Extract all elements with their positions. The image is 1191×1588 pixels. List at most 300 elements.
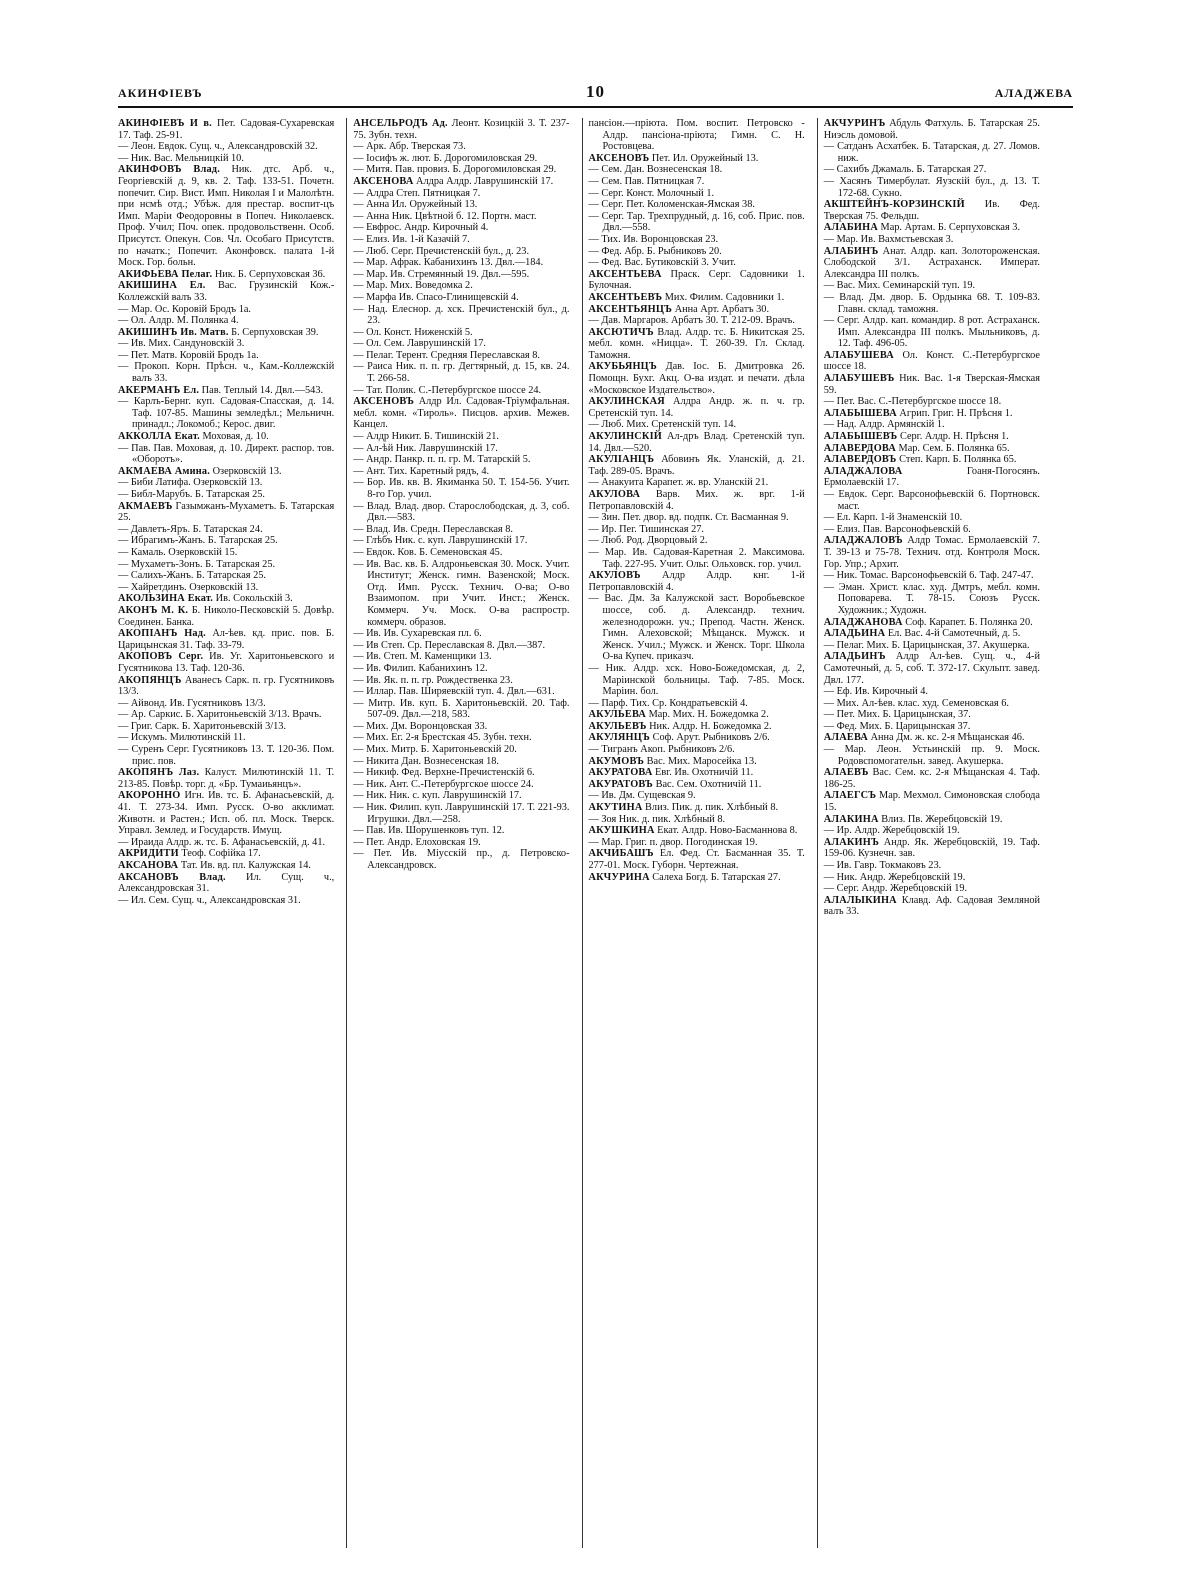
directory-entry	[589, 269, 805, 292]
entry-details: — Влад. Дм. двор. Б. Ордынка 68. Т. 109-83. Главн. склад. таможня.	[823, 291, 1040, 315]
entry-details: — Мих. Ал-ѣев. клас. худ. Семеновская 6.	[823, 697, 1009, 709]
directory-entry	[824, 883, 1040, 895]
directory-entry	[353, 790, 569, 802]
entry-details: — Салихъ-Жанъ. Б. Татарская 25.	[118, 570, 266, 582]
directory-entry	[824, 408, 1040, 420]
entry-details: Леонт. Козицкій 3. Т. 237-75. Зубн. техн.	[353, 118, 570, 141]
entry-details: Ив. Фед. Тверская 75. Фельдш.	[823, 199, 1040, 222]
entry-details: — Марфа Ив. Спасо-Глинищевскій 4.	[353, 291, 519, 303]
directory-entry	[589, 176, 805, 188]
directory-entry	[589, 477, 805, 489]
entry-details: Варв. Мих. ж. врг. 1-й Петропавловскій 4.	[588, 489, 805, 512]
directory-entry	[118, 501, 334, 524]
entry-details: — Андр. Панкр. п. п. гр. М. Татарскій 5.	[353, 454, 531, 466]
directory-entry	[589, 814, 805, 826]
entry-details: Вас. Грузинскій Кож.-Коллежскій валъ 33.	[118, 280, 335, 303]
directory-entry	[824, 651, 1040, 686]
directory-entry	[353, 466, 569, 478]
entry-details: Влиз. Пв. Жеребцовскій 19.	[878, 813, 1003, 825]
entry-surname: АЛАКИНЪ	[823, 836, 880, 848]
directory-entry	[353, 663, 569, 675]
entry-details: — Ив. Дм. Сущевская 9.	[588, 790, 696, 802]
directory-entry	[589, 547, 805, 570]
entry-details: Теоф. Софійка 17.	[178, 848, 261, 860]
entry-details: Влиз. Пик. д. пик. Хлѣбный 8.	[642, 802, 779, 814]
entry-surname: АКУЛІАНЦЪ	[588, 454, 655, 466]
entry-details: Ник. Вас. 1-я Тверская-Ямская 59.	[823, 373, 1040, 396]
directory-entry	[118, 860, 334, 872]
entry-details: — Ираида Алдр. ж. тс. Б. Афанасьевскій, д. 41.	[118, 836, 326, 848]
entry-details: — Ал-ѣй Ник. Лаврушинскій 17.	[353, 442, 498, 454]
entry-details: — Серг. Тар. Трехпрудный, д. 16, соб. Прис. пов. Двл.—558.	[588, 210, 805, 234]
entry-details: Абовинъ Як. Уланскій, д. 21. Таф. 289-05. Врачъ.	[588, 454, 805, 477]
entry-details: — Хасянъ Тимербулат. Яузскій бул., д. 13. Т. 172-68. Сукно.	[823, 175, 1040, 199]
entry-details: пансіон.—пріюта. Пом. воспит. Петровско - Алдр. пансіона-пріюта; Гимн. С. Н. Ростовцева.	[588, 118, 805, 153]
entry-details: — Евдок. Серг. Варсонофьевскій 6. Портновск. маст.	[823, 489, 1040, 512]
directory-entry	[589, 489, 805, 512]
directory-entry	[589, 292, 805, 304]
entry-surname: АЛАДЬИНЪ	[823, 651, 886, 663]
directory-entry	[118, 141, 334, 153]
entry-details: Ник. дтс. Арб. ч., Георгіевскій д. 9, кв. 2. Таф. 133-51. Почетн. попечит. Сир. Вист. Имп. Николая I и Малолѣтн. при нсмѣ отд.; Убѣж. для престар. воспит-цъ Имп. Маріи Феодоровны в Попеч. Николаевск. Проф. Учил; Поч. опек. продовольственн. Особ. Присутст. Опекун. Сов. Чл. Особаго Присутств. по начатк.; Попечит. Аконфовск. палата 1-й Моск. Гор. больн.	[118, 164, 335, 269]
entry-details: — Елиз. Пав. Варсонофьевскій 6.	[823, 523, 971, 535]
entry-surname: АКУРАТОВА	[588, 767, 653, 779]
entry-details: — Елиз. Ив. 1-й Казачій 7.	[353, 233, 470, 245]
entry-details: — Пет. Матв. Коровій Бродъ 1а.	[118, 349, 259, 361]
entry-details: — Ив. Степ. М. Каменщики 13.	[353, 651, 492, 663]
directory-entry	[118, 709, 334, 721]
entry-details: — Карлъ-Бернг. куп. Садовая-Спасская, д. 14. Таф. 107-85. Машины земледѣл.; Мельничн. принадл.; Локомоб.; Керос. двиг.	[118, 396, 335, 431]
directory-entry	[824, 582, 1040, 617]
page-header	[118, 84, 1073, 108]
entry-details: — Анна Ник. Цвѣтной б. 12. Портн. маст.	[353, 210, 537, 222]
entry-details: — Мар. Леон. Устьинскій пр. 9. Моск. Родовспомогательн. завед. Акушерка.	[823, 744, 1040, 767]
directory-entry	[118, 744, 334, 767]
entry-details: — Серг. Андр. Жеребцовскій 19.	[823, 883, 968, 895]
directory-entry	[824, 535, 1040, 570]
directory-entry	[589, 721, 805, 733]
directory-entry	[118, 570, 334, 582]
directory-entry	[353, 837, 569, 849]
directory-entry	[824, 466, 1040, 489]
directory-entry	[824, 419, 1040, 431]
directory-entry	[118, 385, 334, 397]
column-3	[582, 118, 805, 1548]
page-number: 10	[586, 82, 605, 101]
directory-entry	[118, 327, 334, 339]
directory-entry	[353, 176, 569, 188]
entry-details: Игн. Ив. тс. Б. Афанасьевскій, д. 41. Т. 273-34. Имп. Русск. О-во акклимат. Животн. и Растен.; Исп. об. пл. Моск. Тверск. Управл. Землед. и Государств. Имущ.	[118, 790, 335, 837]
directory-entry	[824, 860, 1040, 872]
entry-details: — Пелаг. Терент. Средняя Переславская 8.	[353, 349, 540, 361]
entry-details: — Ник. Андр. Жеребцовскій 19.	[823, 871, 966, 883]
directory-entry	[118, 872, 334, 895]
entry-surname: АКСАНОВЪ Влад.	[118, 871, 226, 883]
entry-details: — Фед. Мих. Б. Царицынская 37.	[823, 720, 971, 732]
entry-details: — Ир. Пег. Тишинская 27.	[588, 523, 704, 535]
entry-details: — Ив Степ. Ср. Переславская 8. Двл.—387.	[353, 639, 546, 651]
directory-entry	[824, 246, 1040, 281]
directory-entry	[118, 651, 334, 674]
entry-details: Степ. Карп. Б. Полянка 65.	[896, 454, 1017, 466]
directory-entry	[118, 431, 334, 443]
entry-details: Пет. Ил. Оружейный 13.	[649, 152, 759, 164]
directory-entry	[824, 698, 1040, 710]
entry-details: Алдр Томас. Ермолаевскій 7. Т. 39-13 и 75-78. Технич. отд. Контроля Моск. Гор. Упр.; Архит.	[823, 535, 1040, 570]
entry-surname: АКУЛИНСКАЯ	[588, 396, 665, 408]
directory-entry	[824, 512, 1040, 524]
directory-entry	[589, 790, 805, 802]
entry-surname: АЛАКИНА	[823, 813, 879, 825]
entry-details: — Ар. Саркис. Б. Харитоньевскій 3/13. Врачъ.	[118, 709, 322, 721]
directory-entry	[589, 570, 805, 593]
entry-details: — Мих. Митр. Б. Харитоньевскій 20.	[353, 744, 517, 756]
directory-entry	[353, 501, 569, 524]
entry-details: — Ил. Сем. Сущ. ч., Александровская 31.	[118, 894, 301, 906]
entry-surname: АКИФЬЕВА Пелаг.	[118, 268, 213, 280]
entry-details: Анна Арт. Арбатъ 30.	[672, 303, 770, 315]
entry-surname: АКСЮТИЧЪ	[588, 326, 654, 338]
entry-details: — Сахибъ Джамаль. Б. Татарская 27.	[823, 164, 987, 176]
entry-details: — Библ-Марубъ. Б. Татарская 25.	[118, 489, 265, 500]
directory-entry	[118, 675, 334, 698]
entry-details: Абдуль Фатхуль. Б. Татарская 25. Ниэсль домовой.	[823, 118, 1040, 141]
entry-details: Б. Серпуховская 39.	[228, 326, 319, 338]
entry-details: — Митр. Ив. куп. Б. Харитоньевскій. 20. Таф. 507-09. Двл.—218, 583.	[353, 697, 570, 721]
entry-surname: АЛАВЕРДОВЪ	[823, 454, 897, 466]
directory-entry	[353, 779, 569, 791]
directory-entry	[353, 234, 569, 246]
directory-entry	[589, 848, 805, 871]
entry-details: — Сатданъ Асхатбек. Б. Татарская, д. 27. Ломов. ниж.	[823, 141, 1040, 164]
entry-details: — Суренъ Серг. Гусятниковъ 13. Т. 120-36. Пом. прис. пов.	[118, 744, 335, 767]
entry-surname: АЛАБЫШЕВА	[823, 407, 897, 419]
entry-details: — Сем. Пав. Пятницкая 7.	[588, 175, 705, 187]
directory-entry	[589, 535, 805, 547]
directory-entry	[353, 524, 569, 536]
entry-details: Ник. Алдр. Н. Божедомка 2.	[646, 720, 772, 732]
entry-details: — Искумъ. Милютинскій 11.	[118, 732, 246, 744]
entry-details: Мих. Филим. Садовники 1.	[662, 291, 785, 303]
directory-entry	[353, 477, 569, 500]
entry-details: Ел. Вас. 4-й Самотечный, д. 5.	[885, 628, 1021, 640]
entry-details: — Камаль. Озерковскій 15.	[118, 546, 238, 558]
directory-entry	[118, 443, 334, 466]
entry-surname: АКСЕНТЬЯНЦЪ	[588, 303, 673, 315]
entry-details: — Зин. Пет. двор. вд. подпк. Ст. Васманная 9.	[588, 512, 789, 524]
directory-entry	[353, 396, 569, 431]
directory-entry	[118, 593, 334, 605]
entry-details: — Митя. Пав. провиз. Б. Дорогомиловская 29.	[353, 164, 557, 176]
entry-details: — Вас. Дм. За Калужской заст. Воробьевское шоссе, соб. д. Александр. технич. железнодорожн. уч.; Препод. Частн. Женск. Гимн. Алеховской; Мѣщанск. Мужск. и Женск. Учил.; Мужск. и Женск. Торг. Школа О-ва Купеч. приказч.	[588, 593, 805, 663]
directory-entry	[824, 524, 1040, 536]
directory-entry	[824, 814, 1040, 826]
directory-entry	[824, 617, 1040, 629]
directory-entry	[824, 709, 1040, 721]
directory-entry	[589, 593, 805, 663]
entry-details: Анат. Алдр. кап. Золотороженская. Слободской 3/1. Астраханск. Императ. Александра III полкъ.	[823, 245, 1040, 280]
entry-details: — Мар. Ос. Коровій Бродъ 1а.	[118, 303, 251, 315]
header-left-word: АКИНФІЕВЪ	[118, 86, 203, 100]
directory-entry	[118, 338, 334, 350]
entry-details: — Эман. Христ. клас. худ. Дмтръ, мебл. комн. Поповарева. Т. 78-15. Союзъ Русск. Художник.; Художн.	[823, 581, 1040, 616]
entry-details: — Никиф. Фед. Верхне-Пречистенскій 6.	[353, 767, 535, 779]
entry-details: — Пет. Мих. Б. Царицынская, 37.	[823, 709, 971, 721]
entry-details: — Над. Алдр. Армянскій 1.	[823, 419, 945, 431]
entry-details: — Мар. Ив. Вахмстьевская 3.	[823, 233, 954, 245]
directory-entry	[589, 188, 805, 200]
directory-entry	[118, 559, 334, 571]
entry-details: — Мар. Ив. Садовая-Каретная 2. Максимова. Таф. 227-95. Учит. Ольг. Ольховск. гор. учил.	[588, 546, 805, 570]
directory-entry	[118, 477, 334, 489]
entry-details: Андр. Як. Жеребцовскій, 19. Таф. 159-06. Кузнечн. зав.	[823, 836, 1040, 860]
entry-details: Салеха Богд. Б. Татарская 27.	[649, 871, 781, 883]
directory-entry	[118, 790, 334, 836]
entry-details: Пав. Теплый 14. Двл.—543.	[199, 384, 324, 396]
directory-entry	[353, 257, 569, 269]
column-1	[118, 118, 334, 1548]
directory-entry	[589, 396, 805, 419]
directory-entry	[118, 732, 334, 744]
entry-details: Вас. Мих. Маросейка 13.	[644, 755, 757, 767]
entry-details: Ив. Уг. Харитоньевского и Гусятникова 13. Таф. 120-36.	[118, 651, 335, 674]
entry-surname: АЛАДЖАЛОВА	[823, 465, 903, 477]
entry-surname: АКУЛЯНЦЪ	[588, 732, 651, 744]
directory-entry	[353, 628, 569, 640]
entry-surname: АКУБЬЯНЦЪ	[588, 361, 657, 373]
entry-surname: АКЧИБАШЪ	[588, 848, 654, 860]
directory-entry	[589, 767, 805, 779]
directory-entry	[118, 269, 334, 281]
entry-details: Моховая, д. 10.	[199, 431, 269, 443]
entry-details: Алдра Алдр. Лаврушинскій 17.	[413, 175, 554, 187]
entry-surname: АКСЕНОВЪ	[588, 152, 650, 164]
entry-surname: АЛАЕВА	[823, 732, 869, 744]
entry-details: Алдра Андр. ж. п. ч. гр. Сретенскій туп. 14.	[588, 396, 805, 419]
entry-details: — Фед. Абр. Б. Рыбниковъ 20.	[588, 245, 722, 257]
entry-surname: АКОПОВЪ Серг.	[118, 651, 204, 663]
entry-details: — Ир. Алдр. Жеребцовскій 19.	[823, 825, 960, 837]
directory-entry	[118, 164, 334, 268]
entry-details: — Влад. Влад. двор. Старослободская, д. 3, соб. Двл.—583.	[353, 500, 570, 524]
directory-entry	[353, 199, 569, 211]
directory-entry	[589, 732, 805, 744]
entry-details: — Алдра Степ. Пятницкая 7.	[353, 187, 481, 199]
directory-entry	[353, 431, 569, 443]
directory-entry	[824, 872, 1040, 884]
directory-entry	[353, 443, 569, 455]
entry-details: Евг. Ив. Охотничій 11.	[652, 767, 754, 779]
directory-entry	[824, 489, 1040, 512]
entry-details: Агрип. Григ. Н. Прѣсня 1.	[896, 407, 1013, 419]
directory-entry	[118, 698, 334, 710]
entry-details: — Ив. Ив. Сухаревская пл. 6.	[353, 628, 482, 640]
directory-entry	[589, 663, 805, 698]
directory-entry	[353, 304, 569, 327]
entry-details: Б. Николо-Песковскій 5. Довѣр. Соединен. Банка.	[118, 604, 335, 628]
entry-details: — Пет. Андр. Елоховская 19.	[353, 836, 481, 848]
entry-surname: АКУТИНА	[588, 802, 643, 814]
directory-entry	[589, 211, 805, 234]
directory-entry	[824, 570, 1040, 582]
directory-entry	[824, 732, 1040, 744]
entry-details: Мар. Мих. Н. Божедомка 2.	[646, 709, 769, 721]
entry-surname: АКУЛОВА	[588, 489, 641, 500]
directory-entry	[589, 825, 805, 837]
entry-surname: АКУШКИНА	[588, 825, 655, 837]
directory-entry	[353, 188, 569, 200]
entry-details: — Мухаметъ-Зонъ. Б. Татарская 25.	[118, 558, 276, 570]
entry-surname: АЛАБИНЪ	[823, 245, 879, 257]
directory-entry	[824, 837, 1040, 860]
entry-details: — Ол. Алдр. М. Полянка 4.	[118, 315, 239, 327]
header-right-word: АЛАДЖЕВА	[994, 86, 1073, 100]
entry-details: — Ник. Ник. с. куп. Лаврушинскій 17.	[353, 790, 522, 802]
entry-details: — Тих. Ив. Воронцовская 23.	[588, 233, 719, 245]
directory-entry	[353, 292, 569, 304]
entry-details: Анна Дм. ж. кс. 2-я Мѣщанская 46.	[868, 732, 1025, 744]
directory-entry	[353, 675, 569, 687]
entry-details: — Влад. Ив. Средн. Переславская 8.	[353, 523, 513, 535]
entry-details: Мар. Сем. Б. Полянка 65.	[895, 442, 1010, 454]
directory-entry	[353, 698, 569, 721]
entry-details: Мар. Мехмол. Симоновская слобода 15.	[823, 790, 1040, 814]
directory-entry	[118, 582, 334, 594]
entry-details: — Над. Елеснор. д. хск. Пречистенскій бул., д. 23.	[353, 303, 570, 327]
entry-details: — Мар. Афрак. Кабанихинъ 13. Двл.—184.	[353, 257, 544, 269]
entry-details: — Давлетъ-Яръ. Б. Татарская 24.	[118, 523, 263, 535]
directory-entry	[589, 304, 805, 316]
entry-details: — Ив. Филип. Кабанихинъ 12.	[353, 662, 488, 674]
directory-entry	[118, 489, 334, 501]
entry-details: — Вас. Мих. Семинарскій туп. 19.	[823, 280, 976, 292]
entry-details: — Мар. Ив. Стремянный 19. Двл.—595.	[353, 268, 530, 280]
entry-surname: АКЧУРИНЪ	[823, 118, 886, 129]
directory-entry	[353, 118, 569, 141]
entry-details: — Ол. Сем. Лаврушинскій 17.	[353, 338, 486, 350]
entry-details: — Ник. Вас. Мельницкій 10.	[118, 152, 244, 164]
entry-surname: АЛАЕГСЪ	[823, 790, 877, 802]
entry-details: — Ив. Як. п. п. гр. Рождественка 23.	[353, 674, 513, 686]
entry-details: — Григ. Сарк. Б. Харитоньевскій 3/13.	[118, 720, 286, 732]
entry-surname: АКСЕНТЬЕВЪ	[588, 291, 663, 303]
entry-details: — Айвонд. Ив. Гусятниковъ 13/3.	[118, 697, 266, 709]
entry-details: — Люб. Мих. Сретенскій туп. 14.	[588, 419, 737, 431]
directory-entry	[353, 350, 569, 362]
entry-surname: АЛАБУШЕВЪ	[823, 373, 895, 385]
directory-entry	[589, 246, 805, 258]
directory-entry	[824, 790, 1040, 813]
entry-details: — Хайретдинъ. Озерковскій 13.	[118, 581, 259, 593]
directory-entry	[589, 779, 805, 791]
directory-entry	[353, 246, 569, 258]
entry-details: — Еф. Ив. Кирочный 4.	[823, 686, 929, 698]
entry-details: Газымжанъ-Мухаметъ. Б. Татарская 25.	[118, 500, 335, 524]
directory-entry	[824, 825, 1040, 837]
directory-entry	[589, 199, 805, 211]
entry-surname: АКРИДИТИ	[118, 848, 179, 860]
directory-entry	[353, 141, 569, 153]
entry-details: — Евдок. Ков. Б. Семеновская 45.	[353, 546, 503, 558]
entry-details: — Ант. Тих. Каретный рядъ, 4.	[353, 465, 490, 477]
entry-surname: АЛАБЫШЕВЪ	[823, 431, 898, 443]
entry-surname: АКЧУРИНА	[588, 871, 650, 883]
directory-entry	[589, 234, 805, 246]
directory-entry	[824, 164, 1040, 176]
directory-entry	[118, 895, 334, 907]
entry-details: — Ол. Конст. Ниженскій 5.	[353, 326, 473, 338]
entry-details: — Ел. Карп. 1-й Знаменскій 10.	[823, 512, 963, 524]
directory-entry	[824, 118, 1040, 141]
directory-entry	[824, 373, 1040, 396]
directory-entry	[118, 118, 334, 141]
entry-details: Ал-ѣев. кд. прис. пов. Б. Царицынская 31. Таф. 33-79.	[118, 628, 335, 651]
directory-entry	[824, 744, 1040, 767]
directory-entry	[118, 721, 334, 733]
directory-entry	[118, 848, 334, 860]
directory-entry	[118, 350, 334, 362]
entry-surname: АКСАНОВА	[118, 860, 179, 871]
entry-details: — Ив. Мих. Сандуновскій 3.	[118, 338, 245, 350]
entry-details: — Ник. Филип. куп. Лаврушинскій 17. Т. 221-93. Игрушки. Двл.—258.	[353, 802, 570, 825]
directory-entry	[589, 419, 805, 431]
entry-surname: АКОПІАНЪ Над.	[118, 628, 206, 640]
directory-entry	[589, 431, 805, 454]
directory-entry	[353, 732, 569, 744]
entry-details: — Люб. Род. Дворцовый 2.	[588, 535, 708, 547]
directory-entry	[589, 837, 805, 849]
entry-surname: АЛАЕВЪ	[823, 767, 869, 779]
entry-surname: АКМАЕВЪ	[118, 500, 173, 512]
entry-details: — Ив. Гавр. Токмаковъ 23.	[823, 860, 942, 871]
entry-surname: АКОПЯНЪ Лаз.	[118, 767, 200, 779]
entry-details: — Арк. Абр. Тверская 73.	[353, 141, 466, 153]
directory-entry	[353, 327, 569, 339]
entry-details: Дав. Іос. Б. Дмитровка 26. Помощн. Бухг. Акц. О-ва издат. и печати. дѣла «Московское Издательство».	[588, 361, 805, 396]
entry-surname: АНСЕЛЬРОДЪ Ад.	[353, 118, 448, 129]
directory-entry	[824, 350, 1040, 373]
entry-surname: АЛАВЕРДОВА	[823, 442, 896, 454]
entry-details: Ив. Сокольскій 3.	[213, 593, 293, 605]
directory-entry	[353, 848, 569, 871]
directory-entry	[118, 535, 334, 547]
entry-surname: АКИНФОВЪ Влад.	[118, 164, 220, 176]
entry-details: Влад. Алдр. тс. Б. Никитская 25. мебл. комн. «Ницца». Т. 260-39. Гл. Склад. Таможня.	[588, 326, 805, 361]
directory-entry	[824, 443, 1040, 455]
entry-details: — Пелаг. Мих. Б. Царицынская, 37. Акушерка.	[823, 639, 1030, 651]
directory-entry	[824, 315, 1040, 350]
entry-details: Калуст. Милютинскій 11. Т. 213-85. Повѣр. торг. д. «Бр. Тумаиьянцъ».	[118, 767, 335, 790]
entry-surname: АКУМОВЪ	[588, 755, 645, 767]
entry-details: Пет. Садовая-Сухаревская 17. Таф. 25-91.	[118, 118, 335, 141]
directory-entry	[824, 640, 1040, 652]
directory-entry	[589, 756, 805, 768]
directory-entry	[824, 431, 1040, 443]
entry-details: — Ник. Алдр. хск. Ново-Божедомская, д. 2, Маріинской больницы. Таф. 7-85. Моск. Маріин. бол.	[588, 662, 805, 698]
entry-details: — Биби Латифа. Озерковскій 13.	[118, 477, 263, 489]
entry-surname: АКШТЕЙНЪ-КОРЗИНСКІЙ	[823, 199, 965, 211]
directory-entry	[824, 234, 1040, 246]
entry-surname: АЛАЛЫКИНА	[823, 894, 897, 906]
entry-details: Ал-дръ Влад. Сретенскій туп. 14. Двл.—520.	[588, 431, 805, 454]
entry-details: — Серг. Конст. Молочный 1.	[588, 187, 715, 199]
directory-entry	[589, 802, 805, 814]
directory-entry	[589, 164, 805, 176]
directory-entry	[589, 872, 805, 884]
directory-entry	[353, 269, 569, 281]
entry-details: Аванесъ Сарк. п. гр. Гусятниковъ 13/3.	[118, 674, 335, 698]
entry-details: Алдр Ил. Садовая-Тріумфальная. мебл. комн. «Тироль». Писцов. архив. Межев. Канцел.	[353, 396, 570, 431]
